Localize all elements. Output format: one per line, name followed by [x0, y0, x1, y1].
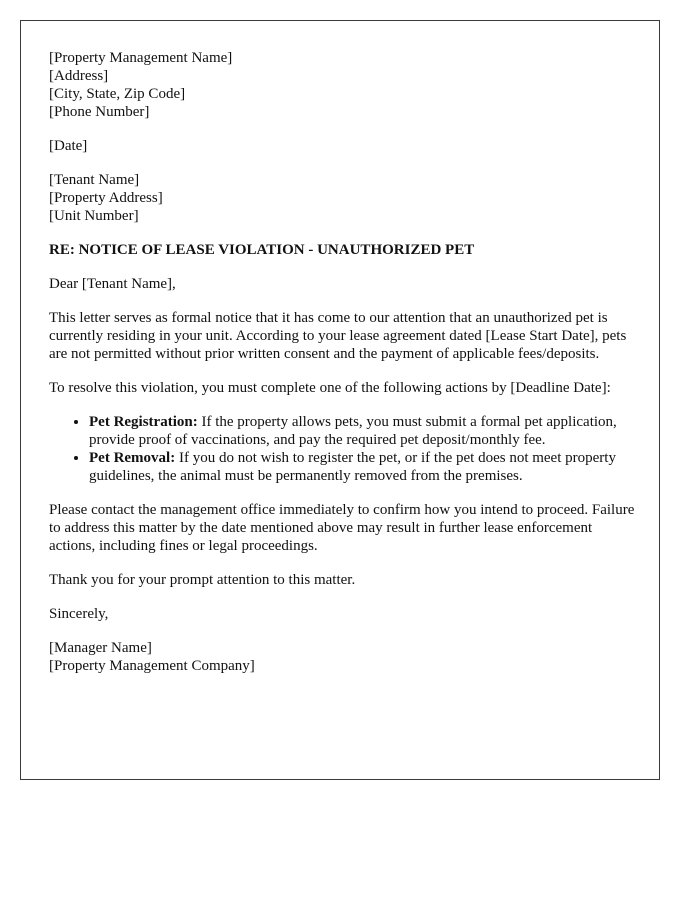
sender-name: [Property Management Name]	[49, 50, 233, 66]
closing: Sincerely,	[49, 606, 109, 622]
recipient-unit: [Unit Number]	[49, 208, 139, 224]
list-item	[89, 413, 639, 449]
recipient-property-address: [Property Address]	[49, 190, 163, 206]
sender-block	[49, 49, 639, 121]
signature-block	[49, 639, 639, 675]
signature-manager: [Manager Name]	[49, 640, 152, 656]
sender-address: [Address]	[49, 68, 109, 84]
sender-city-state-zip: [City, State, Zip Code]	[49, 86, 186, 102]
option-text: If the property allows pets, you must submit a formal pet application, provide proof of vaccinations, and pay the required pet deposit/monthly fee.	[89, 414, 617, 448]
letter-date: [Date]	[49, 138, 88, 154]
recipient-name: [Tenant Name]	[49, 172, 140, 188]
sender-phone: [Phone Number]	[49, 104, 150, 120]
salutation: Dear [Tenant Name],	[49, 276, 176, 292]
intro-paragraph: This letter serves as formal notice that it has come to our attention that an unauthorized pet is currently residing in your unit. According to your lease agreement dated [Lease Start Date], pets are not permitted without prior written consent and the payment of applicable fees/deposits.	[49, 310, 627, 362]
options-list	[49, 413, 639, 485]
letter-page	[20, 20, 660, 780]
signature-company: [Property Management Company]	[49, 658, 255, 674]
date-block	[49, 137, 639, 155]
subject-line: RE: NOTICE OF LEASE VIOLATION - UNAUTHORIZED PET	[49, 242, 475, 258]
letter-body	[49, 49, 639, 691]
option-term: Pet Registration:	[89, 414, 198, 430]
thanks-paragraph: Thank you for your prompt attention to this matter.	[49, 572, 356, 588]
option-term: Pet Removal:	[89, 450, 176, 466]
recipient-block	[49, 171, 639, 225]
option-text: If you do not wish to register the pet, or if the pet does not meet property guidelines, the animal must be permanently removed from the premises.	[89, 450, 616, 484]
list-item	[89, 449, 639, 485]
resolve-paragraph: To resolve this violation, you must complete one of the following actions by [Deadline Date]:	[49, 380, 611, 396]
contact-paragraph: Please contact the management office immediately to confirm how you intend to proceed. Failure to address this matter by the date mentioned above may result in further lease enforcement actions, including fines or legal proceedings.	[49, 502, 635, 554]
